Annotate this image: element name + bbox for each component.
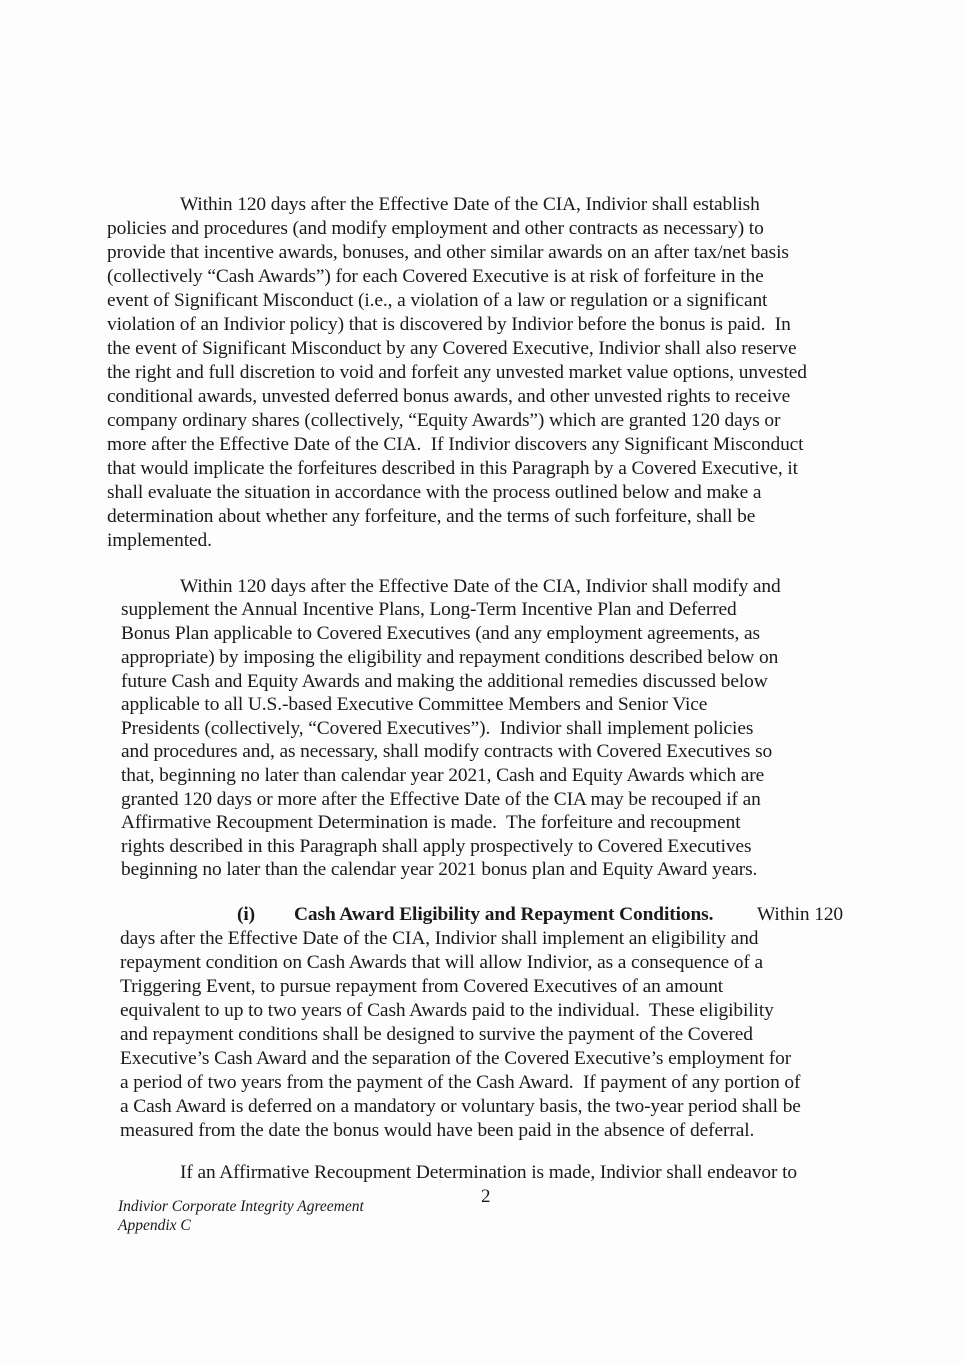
footer-title: Indivior Corporate Integrity Agreement bbox=[118, 1198, 364, 1215]
text-line: Bonus Plan applicable to Covered Executives (and any employment agreements, as bbox=[121, 623, 760, 644]
section-number: (i) bbox=[237, 904, 256, 925]
text-line: repayment condition on Cash Awards that will allow Indivior, as a consequence of a bbox=[120, 952, 763, 973]
text-line: a period of two years from the payment of the Cash Award. If payment of any portion of bbox=[120, 1072, 801, 1093]
text-line: Within 120 days after the Effective Date of the CIA, Indivior shall establish bbox=[180, 194, 760, 215]
text-line: days after the Effective Date of the CIA, Indivior shall implement an eligibility and bbox=[120, 928, 759, 949]
text-line: appropriate) by imposing the eligibility and repayment conditions described below on bbox=[121, 647, 779, 668]
text-line: Affirmative Recoupment Determination is made. The forfeiture and recoupment bbox=[121, 812, 741, 833]
text-line: and repayment conditions shall be designed to survive the payment of the Covered bbox=[120, 1024, 753, 1045]
text-line: Within 120 days after the Effective Date of the CIA, Indivior shall modify and bbox=[180, 576, 781, 597]
text-line: the event of Significant Misconduct by any Covered Executive, Indivior shall also reserve bbox=[107, 338, 797, 359]
text-line: beginning no later than the calendar year 2021 bonus plan and Equity Award years. bbox=[121, 859, 758, 880]
text-line: implemented. bbox=[107, 530, 212, 551]
text-line: that, beginning no later than calendar year 2021, Cash and Equity Awards which are bbox=[121, 765, 765, 786]
text-line: Presidents (collectively, “Covered Executives”). Indivior shall implement policies bbox=[121, 718, 754, 739]
text-line: provide that incentive awards, bonuses, and other similar awards on an after tax/net basis bbox=[107, 242, 789, 263]
text-line: a Cash Award is deferred on a mandatory or voluntary basis, the two-year period shall be bbox=[120, 1096, 801, 1117]
text-line: the right and full discretion to void and forfeit any unvested market value options, unvested bbox=[107, 362, 807, 383]
text-line: policies and procedures (and modify employment and other contracts as necessary) to bbox=[107, 218, 764, 239]
text-line: Triggering Event, to pursue repayment from Covered Executives of an amount bbox=[120, 976, 724, 997]
text-line: Within 120 bbox=[757, 904, 844, 925]
text-line: measured from the date the bonus would have been paid in the absence of deferral. bbox=[120, 1120, 755, 1141]
text-line: violation of an Indivior policy) that is discovered by Indivior before the bonus is paid. In bbox=[107, 314, 791, 335]
text-line: If an Affirmative Recoupment Determination is made, Indivior shall endeavor to bbox=[180, 1162, 798, 1183]
text-line: that would implicate the forfeitures described in this Paragraph by a Covered Executive, it bbox=[107, 458, 798, 479]
text-line: Executive’s Cash Award and the separation of the Covered Executive’s employment for bbox=[120, 1048, 792, 1069]
text-line: applicable to all U.S.-based Executive Committee Members and Senior Vice bbox=[121, 694, 708, 715]
text-line: conditional awards, unvested deferred bonus awards, and other unvested rights to receive bbox=[107, 386, 791, 407]
page-number: 2 bbox=[481, 1186, 491, 1207]
text-line: shall evaluate the situation in accordance with the process outlined below and make a bbox=[107, 482, 762, 503]
text-line: event of Significant Misconduct (i.e., a violation of a law or regulation or a significant bbox=[107, 290, 768, 311]
text-line: determination about whether any forfeiture, and the terms of such forfeiture, shall be bbox=[107, 506, 756, 527]
text-line: (collectively “Cash Awards”) for each Covered Executive is at risk of forfeiture in the bbox=[107, 266, 764, 287]
text-line: rights described in this Paragraph shall apply prospectively to Covered Executives bbox=[121, 836, 752, 857]
footer-subtitle: Appendix C bbox=[118, 1217, 191, 1234]
text-line: equivalent to up to two years of Cash Awards paid to the individual. These eligibility bbox=[120, 1000, 774, 1021]
text-line: company ordinary shares (collectively, “Equity Awards”) which are granted 120 days or bbox=[107, 410, 781, 431]
text-line: future Cash and Equity Awards and making the additional remedies discussed below bbox=[121, 671, 768, 692]
text-line: supplement the Annual Incentive Plans, Long-Term Incentive Plan and Deferred bbox=[121, 599, 737, 620]
text-line: granted 120 days or more after the Effective Date of the CIA may be recouped if an bbox=[121, 789, 761, 810]
section-heading: Cash Award Eligibility and Repayment Conditions. bbox=[294, 904, 714, 925]
text-line: more after the Effective Date of the CIA. If Indivior discovers any Significant Misconduct bbox=[107, 434, 804, 455]
text-line: and procedures and, as necessary, shall modify contracts with Covered Executives so bbox=[121, 741, 773, 762]
